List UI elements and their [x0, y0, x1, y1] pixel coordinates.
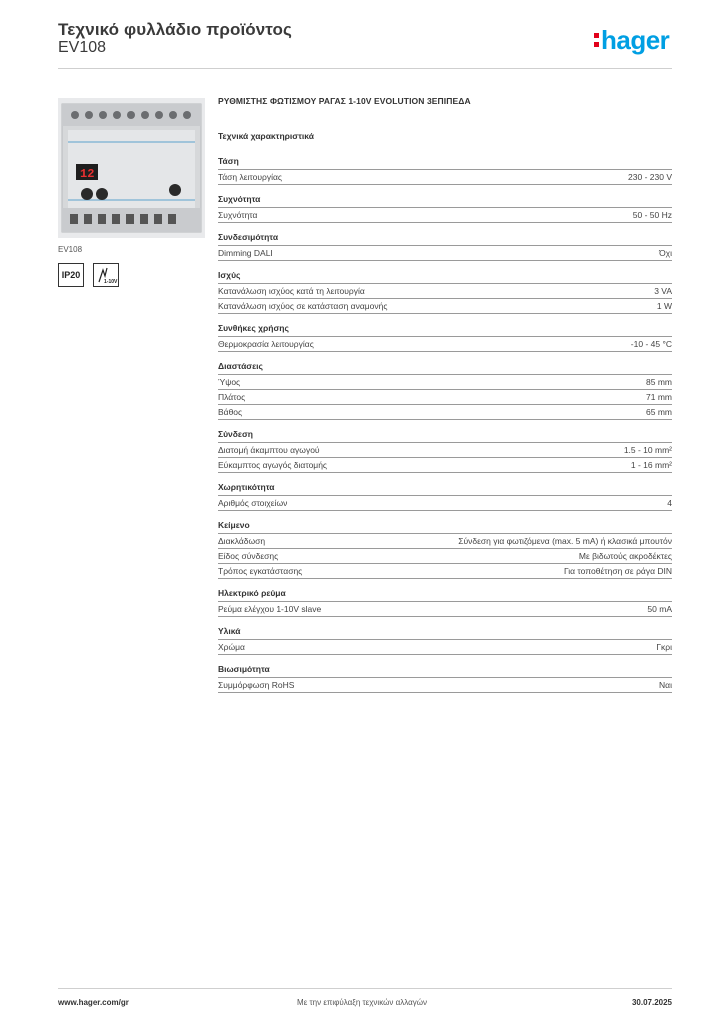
- spec-value: 85 mm: [646, 377, 672, 387]
- spec-label: Αριθμός στοιχείων: [218, 498, 288, 508]
- spec-label: Εύκαμπτος αγωγός διατομής: [218, 460, 328, 470]
- spec-value: 230 - 230 V: [628, 172, 672, 182]
- spec-value: 50 mA: [647, 604, 672, 614]
- spec-label: Ρεύμα ελέγχου 1-10V slave: [218, 604, 322, 614]
- spec-group-divider: [218, 260, 672, 261]
- spec-value: Όχι: [659, 248, 672, 258]
- spec-group-divider: [218, 222, 672, 223]
- spec-label: Κατανάλωση ισχύος σε κατάσταση αναμονής: [218, 301, 388, 311]
- footer-note: Με την επιφύλαξη τεχνικών αλλαγών: [297, 998, 427, 1007]
- spec-group-divider: [218, 578, 672, 579]
- spec-row: [218, 169, 672, 184]
- spec-label: Είδος σύνδεσης: [218, 551, 279, 561]
- document-title: Τεχνικό φυλλάδιο προϊόντος: [58, 20, 292, 39]
- spec-value: Με βιδωτούς ακροδέκτες: [578, 551, 672, 561]
- footer-website: www.hager.com/gr: [58, 998, 129, 1007]
- spec-group-title: Διαστάσεις: [218, 361, 263, 371]
- product-code: EV108: [58, 39, 107, 56]
- spec-value: 4: [667, 498, 672, 508]
- spec-label: Dimming DALI: [218, 248, 273, 258]
- badge-list: [58, 263, 119, 287]
- logo-dots-icon: [594, 31, 599, 49]
- spec-row: [218, 442, 672, 457]
- spec-group-title: Τάση: [218, 156, 239, 166]
- spec-group-divider: [218, 184, 672, 185]
- spec-row: [218, 336, 672, 351]
- ip20-badge: IP20: [58, 263, 84, 287]
- spec-row: [218, 533, 672, 548]
- spec-group-title: Συνθήκες χρήσης: [218, 323, 289, 333]
- spec-group-divider: [218, 313, 672, 314]
- spec-row: [218, 495, 672, 510]
- image-caption: EV108: [58, 245, 83, 254]
- spec-row: [218, 548, 672, 563]
- spec-group-title: Συνδεσιμότητα: [218, 232, 279, 242]
- spec-row: [218, 298, 672, 313]
- spec-group-divider: [218, 692, 672, 693]
- spec-group-title: Συχνότητα: [218, 194, 261, 204]
- spec-group-title: Χωρητικότητα: [218, 482, 275, 492]
- spec-label: Πλάτος: [218, 392, 246, 402]
- display-reading: 12: [80, 167, 95, 181]
- footer-date: 30.07.2025: [631, 998, 672, 1007]
- spec-group-title: Ισχύς: [218, 270, 241, 280]
- spec-value: 1 W: [656, 301, 672, 311]
- spec-group-title: Υλικά: [218, 626, 241, 636]
- specs-heading: Τεχνικά χαρακτηριστικά: [218, 131, 314, 141]
- spec-value: 50 - 50 Hz: [632, 210, 672, 220]
- spec-row: [218, 404, 672, 419]
- dimmer-badge-label: 1-10V: [104, 279, 118, 285]
- spec-value: -10 - 45 °C: [630, 339, 672, 349]
- spec-value: 1 - 16 mm²: [630, 460, 672, 470]
- spec-label: Κατανάλωση ισχύος κατά τη λειτουργία: [218, 286, 365, 296]
- spec-label: Διατομή άκαμπτου αγωγού: [218, 445, 320, 455]
- spec-group-divider: [218, 654, 672, 655]
- spec-row: [218, 207, 672, 222]
- spec-row: [218, 283, 672, 298]
- spec-value: 65 mm: [646, 407, 672, 417]
- spec-value: Σύνδεση για φωτιζόμενα (max. 5 mA) ή κλασικά μπουτόν: [458, 536, 672, 546]
- dimmer-badge: [93, 263, 119, 287]
- spec-value: Ναι: [659, 680, 672, 690]
- spec-group-title: Σύνδεση: [218, 429, 253, 439]
- spec-value: 1.5 - 10 mm²: [623, 445, 672, 455]
- spec-group-title: Βιωσιμότητα: [218, 664, 270, 674]
- spec-row: [218, 601, 672, 616]
- spec-row: [218, 374, 672, 389]
- spec-group-title: Ηλεκτρικό ρεύμα: [218, 588, 286, 598]
- spec-label: Τρόπος εγκατάστασης: [218, 566, 303, 576]
- spec-row: [218, 677, 672, 692]
- spec-label: Συχνότητα: [218, 210, 258, 220]
- spec-group-divider: [218, 472, 672, 473]
- spec-label: Τάση λειτουργίας: [218, 172, 283, 182]
- spec-value: 71 mm: [646, 392, 672, 402]
- spec-label: Χρώμα: [218, 642, 245, 652]
- footer-divider: [58, 988, 672, 989]
- spec-group-title: Κείμενο: [218, 520, 250, 530]
- spec-group-divider: [218, 510, 672, 511]
- logo-text: hager: [601, 25, 670, 55]
- spec-row: [218, 639, 672, 654]
- spec-group-divider: [218, 616, 672, 617]
- spec-label: Βάθος: [218, 407, 243, 417]
- dimmer-1-10v-icon: [94, 264, 118, 286]
- spec-value: 3 VA: [654, 286, 672, 296]
- spec-row: [218, 389, 672, 404]
- product-image: [58, 98, 205, 238]
- spec-value: Για τοποθέτηση σε ράγα DIN: [563, 566, 672, 576]
- hager-logo: [594, 26, 674, 54]
- spec-label: Θερμοκρασία λειτουργίας: [218, 339, 314, 349]
- spec-value: Γκρι: [656, 642, 672, 652]
- spec-row: [218, 563, 672, 578]
- spec-row: [218, 245, 672, 260]
- spec-row: [218, 457, 672, 472]
- spec-group-divider: [218, 351, 672, 352]
- spec-label: Διακλάδωση: [218, 536, 266, 546]
- spec-label: Συμμόρφωση RoHS: [218, 680, 295, 690]
- spec-group-divider: [218, 419, 672, 420]
- spec-label: Ύψος: [218, 377, 241, 387]
- header-divider: [58, 68, 672, 69]
- product-name: ΡΥΘΜΙΣΤΗΣ ΦΩΤΙΣΜΟΥ ΡΑΓΑΣ 1-10V EVOLUTION 3ΕΠΙΠΕΔΑ: [218, 96, 471, 106]
